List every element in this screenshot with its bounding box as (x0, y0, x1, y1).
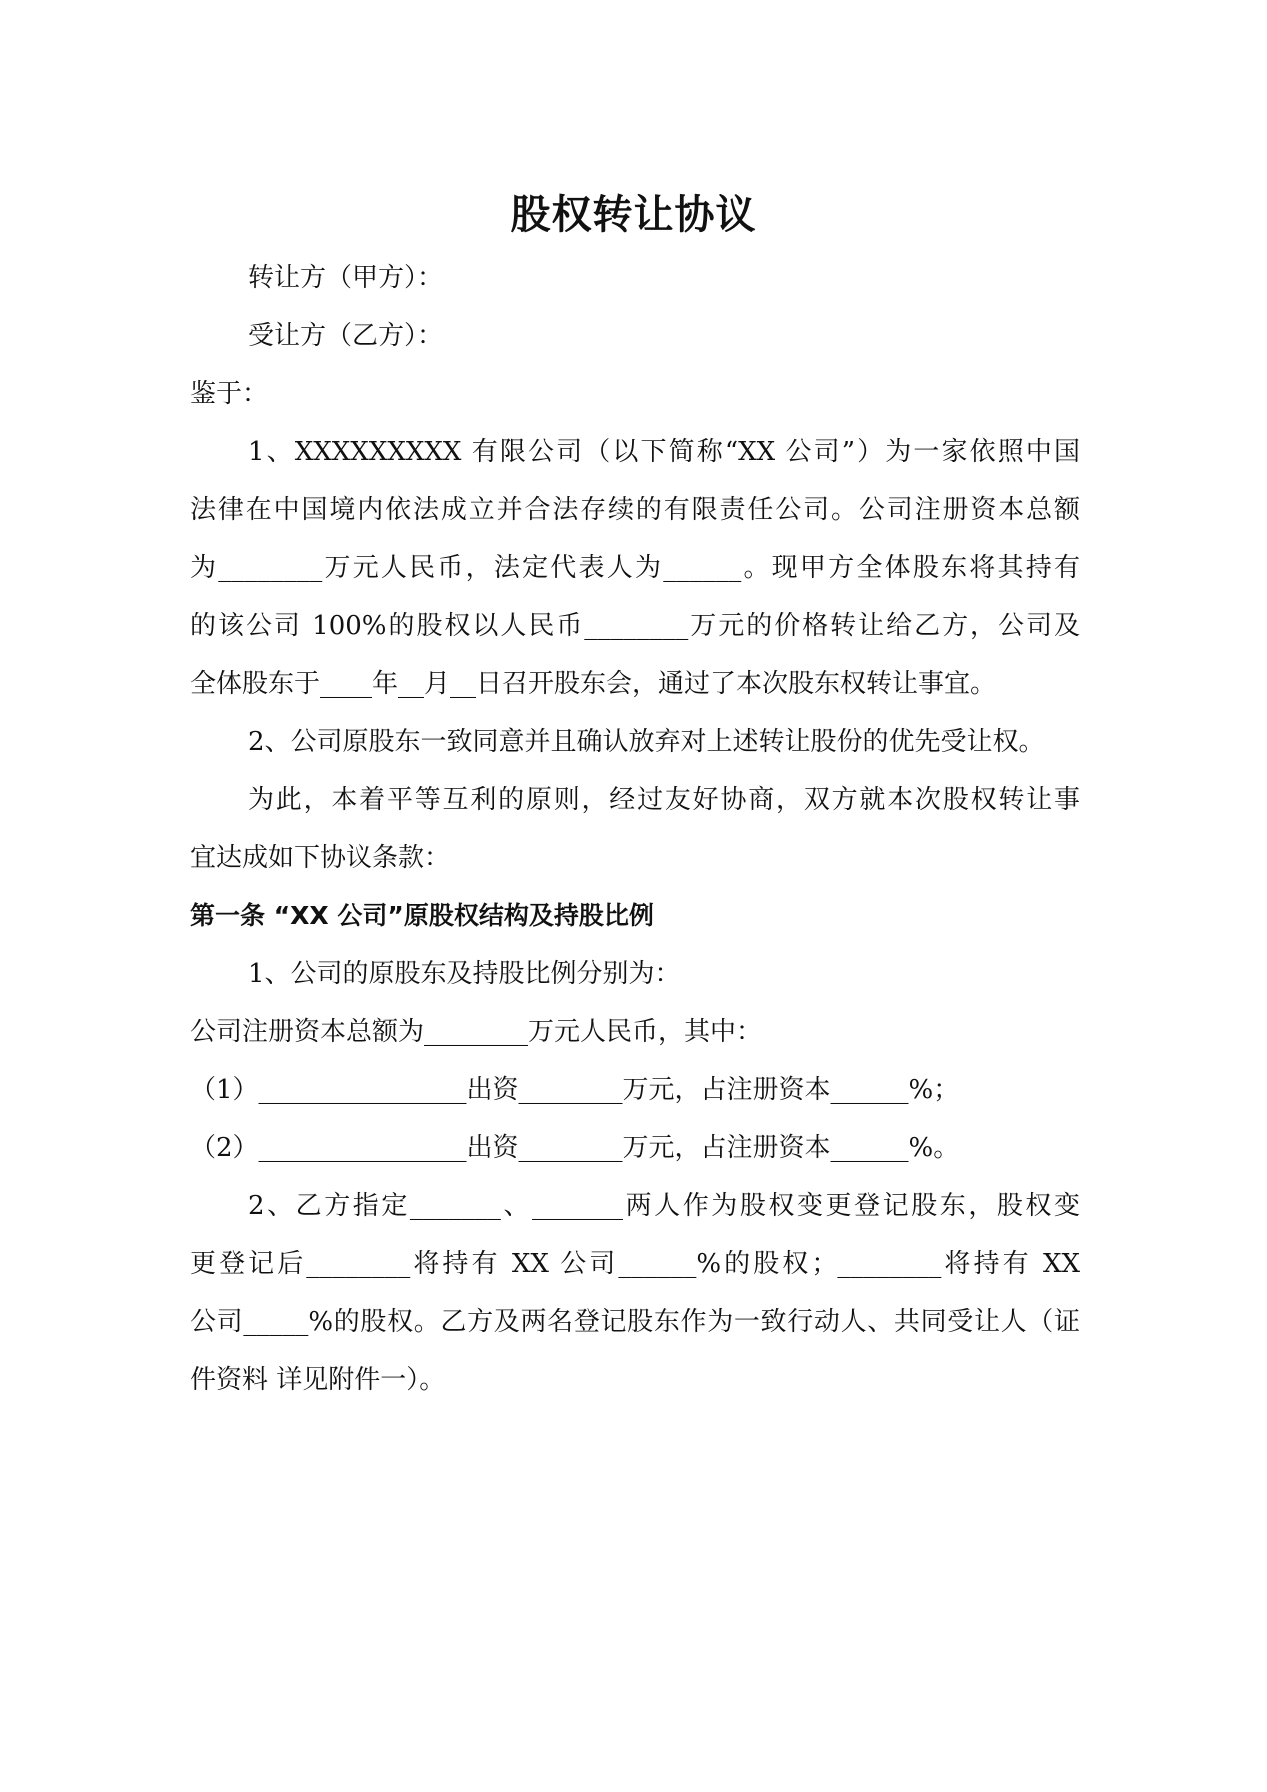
shareholder-line: （1）________________出资________万元，占注册资本______%； (190, 1075, 960, 1105)
para1-line: 的该公司 100%的股权以人民币________万元的价格转让给乙方，公司及 (190, 611, 1080, 641)
whereas-label: 鉴于： (190, 379, 269, 409)
article1-item2-line: 公司_____%的股权。乙方及两名登记股东作为一致行动人、共同受让人（证 (190, 1307, 1080, 1337)
transferor-label: 转让方（甲方）： (248, 263, 444, 293)
article1-item1: 1、公司的原股东及持股比例分别为： (248, 959, 681, 989)
document-title: 股权转让协议 (510, 192, 757, 238)
para3-line: 为此，本着平等互利的原则，经过友好协商，双方就本次股权转让事 (248, 785, 1080, 815)
article1-item2-line: 更登记后________将持有 XX 公司______%的股权；________将持有 XX (190, 1249, 1080, 1279)
shareholder-line: （2）________________出资________万元，占注册资本______%。 (190, 1133, 960, 1163)
para1-line: 法律在中国境内依法成立并合法存续的有限责任公司。公司注册资本总额 (190, 495, 1080, 525)
article1-item2-line: 2、乙方指定_______、_______两人作为股权变更登记股东，股权变 (248, 1191, 1080, 1221)
para3-line: 宜达成如下协议条款： (190, 843, 451, 873)
transferee-label: 受让方（乙方）： (248, 321, 444, 351)
para2-text: 2、公司原股东一致同意并且确认放弃对上述转让股份的优先受让权。 (248, 727, 1045, 757)
article1-item2-line: 件资料 详见附件一）。 (190, 1365, 446, 1395)
article1-heading: 第一条 “XX 公司”原股权结构及持股比例 (190, 901, 654, 930)
capital-line: 公司注册资本总额为________万元人民币，其中： (190, 1017, 763, 1047)
para1-line: 全体股东于____年__月__日召开股东会，通过了本次股东权转让事宜。 (190, 669, 997, 699)
para1-line: 为________万元人民币，法定代表人为______。现甲方全体股东将其持有 (190, 553, 1080, 583)
para1-line: 1、XXXXXXXXX 有限公司（以下简称“XX 公司”）为一家依照中国 (248, 437, 1080, 467)
